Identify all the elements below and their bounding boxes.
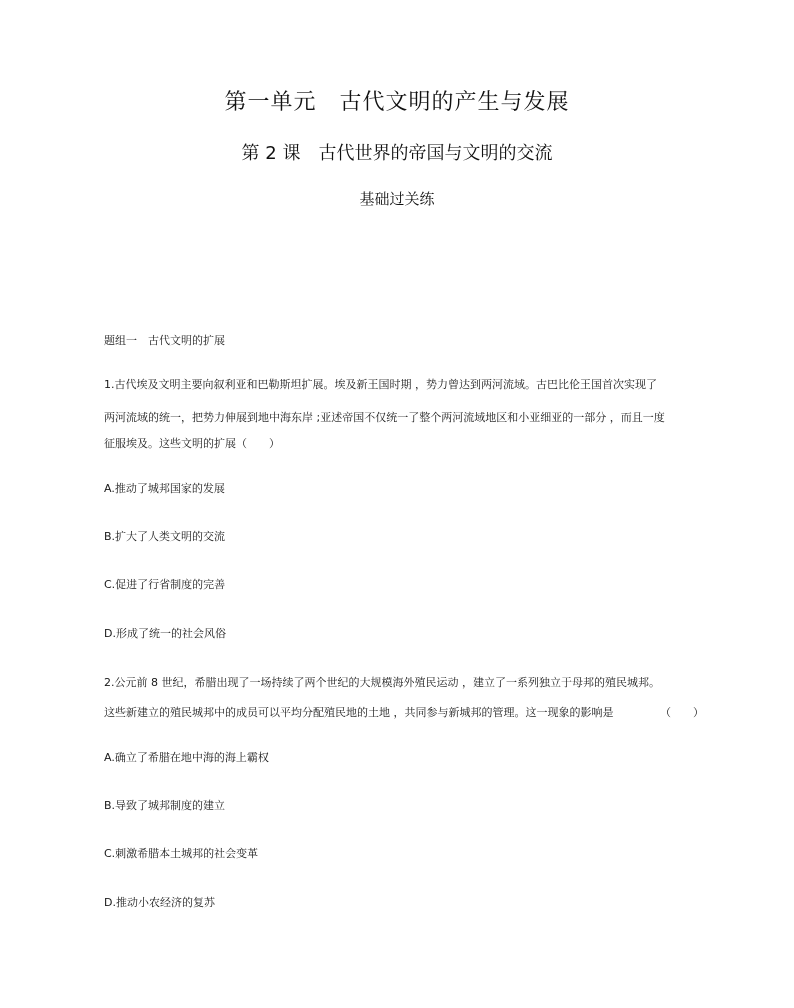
question-1-line-3: 征服埃及。这些文明的扩展（ ） — [104, 437, 280, 450]
question-1-option-a: A.推动了城邦国家的发展 — [104, 482, 225, 495]
question-1-option-b: B.扩大了人类文明的交流 — [104, 530, 226, 543]
question-1-line-1: 1.古代埃及文明主要向叙利亚和巴勒斯坦扩展。埃及新王国时期 ，势力曾达到两河流域。古巴比伦王国首次实现了 — [104, 378, 657, 391]
question-2-option-d: D.推动小农经济的复苏 — [104, 896, 215, 909]
lesson-title: 第 2 课 古代世界的帝国与文明的交流 — [241, 143, 553, 164]
question-2-line-2: 这些新建立的殖民城邦中的成员可以平均分配殖民地的土地 ，共同参与新城邦的管理。这一现象的影响是 — [104, 706, 614, 719]
question-1-option-d: D.形成了统一的社会风俗 — [104, 627, 226, 640]
question-2-line-2-row — [104, 705, 704, 721]
question-1-line-2: 两河流域的统一，把势力伸展到地中海东岸 ;亚述帝国不仅统一了整个两河流域地区和小亚细亚的一部分 ，而且一度 — [104, 411, 665, 424]
question-2-option-c: C.刺激希腊本土城邦的社会变革 — [104, 847, 259, 860]
question-2-option-a: A.确立了希腊在地中海的海上霸权 — [104, 751, 269, 764]
section-title: 基础过关练 — [359, 190, 435, 208]
question-2-answer-blank: （ ） — [660, 706, 704, 719]
question-group-title: 题组一 古代文明的扩展 — [104, 334, 225, 347]
question-2-option-b: B.导致了城邦制度的建立 — [104, 799, 226, 812]
question-1-option-c: C.促进了行省制度的完善 — [104, 578, 226, 591]
question-2-line-1: 2.公元前 8 世纪，希腊出现了一场持续了两个世纪的大规模海外殖民运动 ，建立了一系列独立于母邦的殖民城邦。 — [104, 676, 660, 689]
unit-title: 第一单元 古代文明的产生与发展 — [224, 90, 570, 115]
